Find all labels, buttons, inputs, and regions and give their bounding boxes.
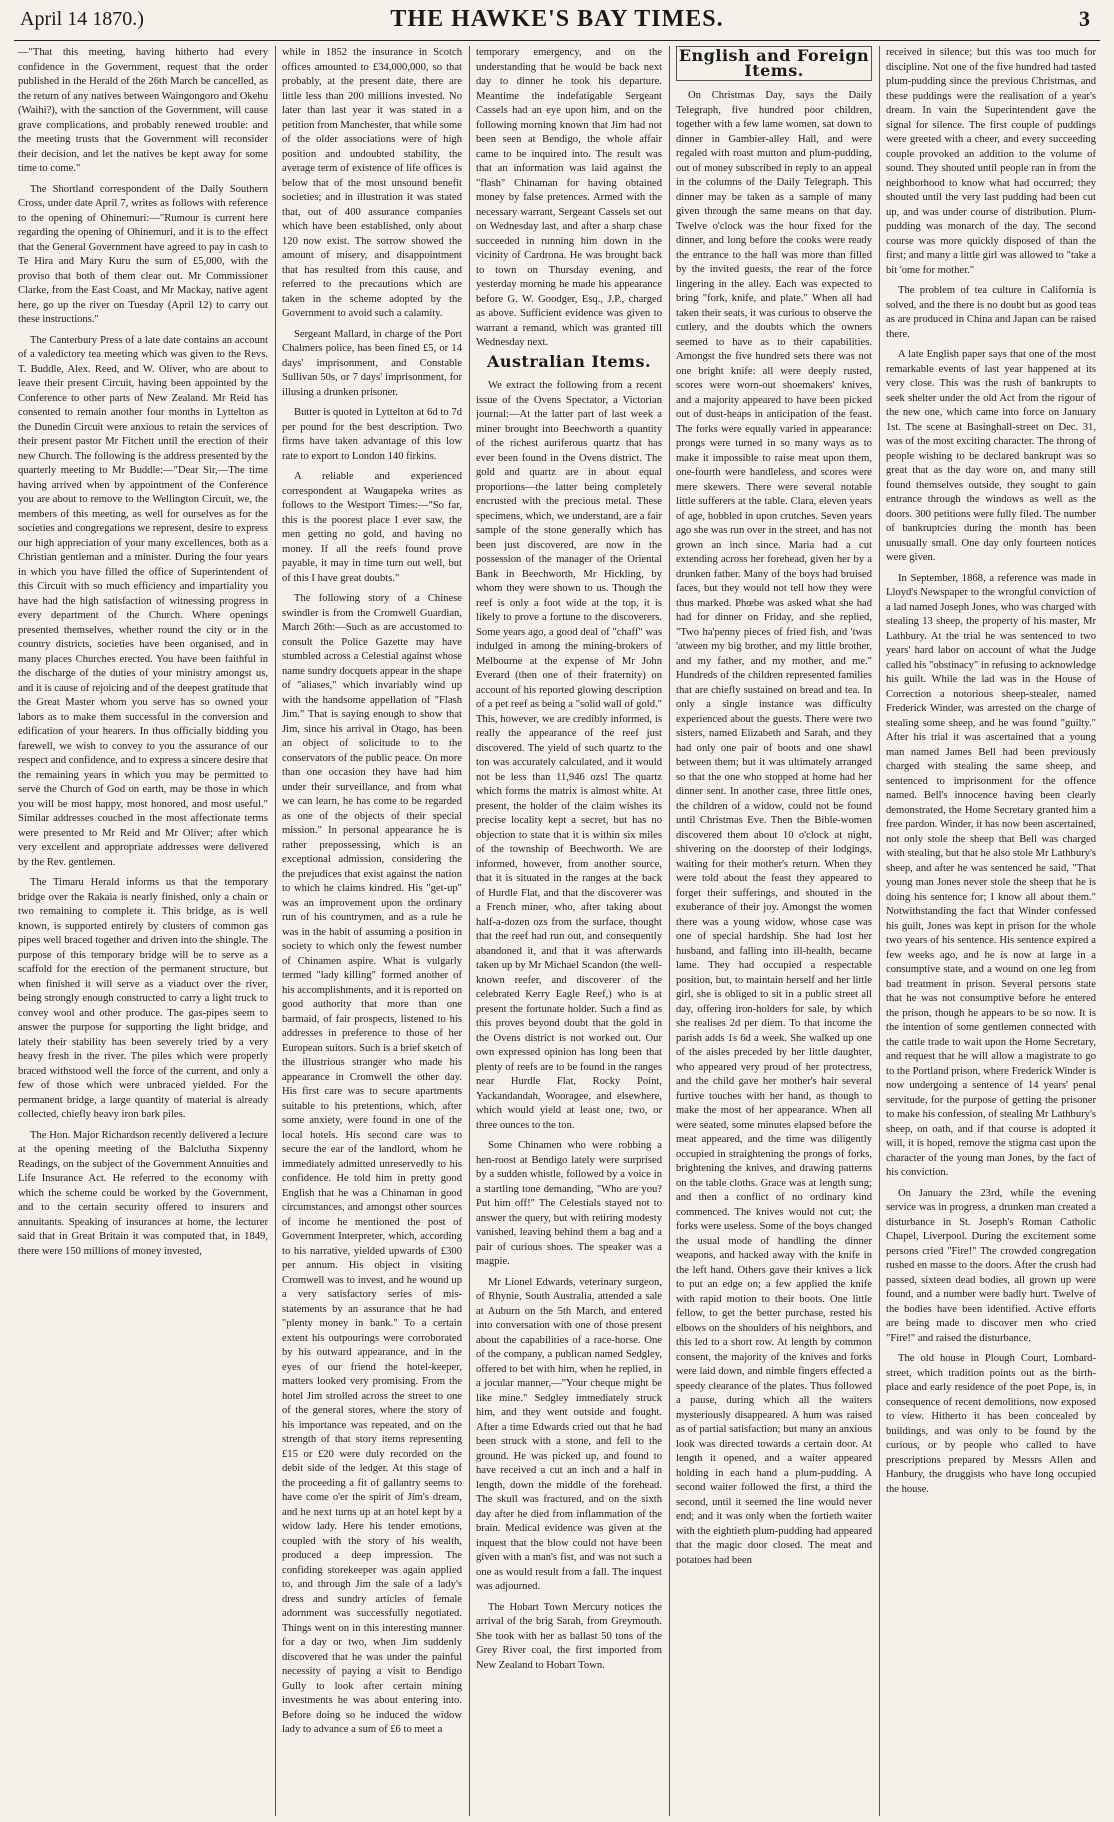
article-paragraph: The Hobart Town Mercury notices the arrival of the brig Sarah, from Greymouth. She took with her as ballast 50 tons of the Grey River coal, the first imported from New Zealand to Hobart Town. [476, 1601, 662, 1671]
article-paragraph: The old house in Plough Court, Lombard-street, which tradition points out as the birth-place and early residence of the poet Pope, is, in consequence of recent demolitions, now exposed to view. Hitherto it has been concealed by buildings, and was only to be found by the curious, or by people who called to have prescriptions prepared by Messrs Allen and Hanbury, the druggists who have long occupied the house. [886, 1353, 1096, 1495]
column-divider [669, 46, 670, 1816]
newspaper-title: THE HAWKE'S BAY TIMES. [390, 6, 724, 32]
article-paragraph: A reliable and experienced correspondent at Waugapeka writes as follows to the Westport Times:—"So far, this is the poorest place I ever saw, the men getting no gold, and having no money. If all the reefs found prove payable, it may in time turn out well, but of this I have great doubts." [282, 471, 462, 584]
article-paragraph: On Christmas Day, says the Daily Telegraph, five hundred poor children, together with a few lame women, sat down to dinner in Gambier-alley Hall, and were regaled with roast mutton and plum-pudding, out of money subscribed in reply to an appeal in the columns of the Daily Telegraph. This dinner may be taken as a sample of many given through the same means on that day. Twelve o'clock was the hour fixed for the dinner, and long before the cooks were ready the entrance to the hall was more than filled by the invited guests, the rear of the force lingering in the alley. Each was expected to bring "fork, knife, and plate." When all had taken their seats, it was curious to observe the cutlery, and the doubts which the owners seemed to have as to their capabilities. Amongst the five hundred sets there was not one bright knife: all were deeply rusted, scores were worn-out shoemakers' knives, and a majority appeared to have been picked out of dust-heaps in anticipation of the feast. The forks were equally varied in appearance: prongs were turned in so many ways as to make it impossible to raise meat upon them, one-fourth were handleless, and scores were mere skewers. There were several notable little sufferers at the table. Clara, eleven years of age, hobbled in upon crutches. Seven years ago she was run over in the street, and has not grown an inch since. Maria had a cut extending across her forehead, given her by a drunken father. Many of the boys had bruised faces, but they would not tell how they were thus marked. Phœbe was asked what she had had for dinner on Friday, and she replied, "Two ha'penny pieces of fried fish, and 'twas 'atween my big brother, and my little brother, and my father, and my mother, and me." Hundreds of the children represented families that are chiefly sustained on bread and tea. In only a single instance was difficulty experienced about the guests. There were two sisters, named Elizabeth and Sarah, and they had only one pair of boots and one shawl between them; but it was ultimately arranged so that the one who stopped at home had her dinner sent. In another case, three little ones, the children of a widow, could not be found until Christmas Eve. Then the Bible-women discovered them about 10 o'clock at night, shivering on the doorstep of their lodgings, waiting for their mother's return. When they were told about the feast they appeared to forget their sufferings, and shouted in the exuberance of their joy. Amongst the women there was a young widow, whose case was one of special hardship. She had lost her husband, and falling into ill-health, became lame. They had occupied a respectable position, but, to maintain herself and her little girl, she is obliged to sit in a public street all day, offering iron-holders for sale, by which she realises 2d per diem. To that income the parish adds 1s 6d a week. She walked up one of the aisles preceded by her little daughter, who appeared very proud of her protectress, and the child gave her mother's hair several furtive touches with her hand, as though to make the most of her appearance. When all were seated, some minutes elapsed before the meat appeared, and the time was diligently occupied in straightening the prongs of forks, brightening the knives, and drawing patterns on the table cloths. Grace was at length sung; and then a conflict of no ordinary kind commenced. The knives would not cut; the forks were useless. Some of the boys changed the usual mode of handling the dinner weapons, and hacked away with the knife in the left hand. Others gave their knives a lick to put an edge on; a few applied the knife with rapid motion to their boots. One little fellow, to get the better purchase, rested his elbows on the shoulders of his neighbors, and this led to a short row. At length by common consent, the majority of the knives and forks were laid down, and nimble fingers effected a speedy clearance of the plates. Thus followed a pause, during which all the waiters mysteriously disappeared. A hum was raised as of partial satisfaction; but many an anxious look was directed towards a certain door. At length it opened, and a waiter appeared holding in each hand a plum-pudding. A second waiter followed the first, a third the second, until it seemed the line would never end; and it was only when the fortieth waiter with the eightieth plum-pudding had appeared that the magic door closed. The meat and potatoes had been [676, 90, 872, 1566]
article-paragraph: Sergeant Mallard, in charge of the Port Chalmers police, has been fined £5, or 14 days' imprisonment, and Constable Sullivan 50s, or 7 days' imprisonment, for illusing a drunken prisoner. [282, 328, 462, 398]
column-divider [879, 46, 880, 1816]
article-paragraph: A late English paper says that one of the most remarkable events of last year happened at its very close. This was the rush of bankrupts to seek shelter under the old Act from the rigour of the new one, which came into force on January 1st. The scene at Basinghall-street on Dec. 31, was of the most exciting character. The throng of people wishing to be declared bankrupt was so great that as the day wore on, and many still found themselves outside, they sought to gain entrance through the windows as well as the doors. 300 petitions were fully filed. The number of bankruptcies during the month has been unusually small. One day only fourteen notices were given. [886, 349, 1096, 563]
article-paragraph: We extract the following from a recent issue of the Ovens Spectator, a Victorian journal:—At the latter part of last week a miner brought into Beechworth a quantity of the richest auriferous quartz that has ever been found in the Ovens district. The gold and quartz are in about equal proportions—the latter being completely encrusted with the precious metal. These specimens, which, we understand, are a fair sample of the stone generally which has been just discovered, are now in the possession of the manager of the Oriental Bank in Beechworth, Mr Hickling, by whom they were shown to us. Though the reef is only a foot wide at the top, it is likely to prove a fortune to the discoverers. Some years ago, a good deal of "chaff" was indulged in among the mining-brokers of Melbourne at the expense of Mr John Everard (then one of their fraternity) on account of his reported glowing description of a pet reef as being a "solid wall of gold." This, however, we are credibly informed, is really the appearance of the reef just discovered. The yield of such quartz to the ton was accurately calculated, and it would not be less than 11,946 ozs! The quartz which forms the matrix is almost white. At present, the holder of the claim wishes its precise locality kept a secret, but has no objection to state that it is within six miles of the township of Beechworth. We are informed, however, from another source, that it is situated in the ranges at the back of Hurdle Flat, and that the discoverer was a French miner, who, after taking about half-a-dozen ozs from the surface, thought that the reef had run out, and consequently abandoned it, and that it was afterwards taken up by Mr Michael Scandon (the well-known reefer, and discoverer of the celebrated Kerry Eagle Reef,) who is at present the fortunate holder. Such a find as this proves beyond doubt that the gold in the Ovens district is not worked out. Our own expressed opinion has long been that plenty of reefs are to be found in the ranges near Hurdle Flat, Rocky Point, Yackandandah, Wooragee, and elsewhere, which would yield at least one, two, or three ounces to the ton. [476, 380, 662, 1131]
column-2 [282, 46, 462, 1816]
article-paragraph: The Hon. Major Richardson recently delivered a lecture at the opening meeting of the Balclutha Sixpenny Readings, on the subject of the Government Annuities and Life Insurance Act. He referred to the economy with which the scheme could be worked by the Government, and to the certain security offered to insurers and annuitants. Speaking of insurances at home, the lecturer said that in Great Britain it was computed that, in 1849, there were 150 millions of money invested, [18, 1129, 268, 1257]
article-paragraph: On January the 23rd, while the evening service was in progress, a drunken man created a disturbance in St. Joseph's Roman Catholic Chapel, Liverpool. During the excitement some persons cried "Fire!" The crowded congregation rushed en masse to the doors. After the crush had passed, sixteen dead bodies, all grown up were found, and a number were badly hurt. Twelve of the bodies have been identified. Active efforts are being made to discover men who cried "Fire!" and raised the disturbance. [886, 1187, 1096, 1344]
issue-date: April 14 1870.) [20, 8, 144, 30]
column-divider [469, 46, 470, 1816]
article-paragraph: Mr Lionel Edwards, veterinary surgeon, of Rhynie, South Australia, attended a sale at Auburn on the 5th March, and entered into conversation with one of those present about the capabilities of a race-horse. One of the company, a publican named Sedgley, offered to bet with him, when he replied, in a jocular manner,—"Your cheque might be like mine." Sedgley immediately struck him, and they went outside and fought. After a time Edwards cried out that he had been struck with a stone, and fell to the ground. He was picked up, and found to have received a cut an inch and a half in length, down the middle of the forehead. The skull was fractured, and on the sixth day after he died from inflammation of the brain. Medical evidence was given at the inquest that the blow could not have been given with a man's fist, and was not such a one as would result from a fall. The inquest was adjourned. [476, 1276, 662, 1592]
section-heading-english-foreign-items: English and Foreign Items. [676, 46, 872, 81]
article-paragraph: The problem of tea culture in California is solved, and the there is no doubt but as good teas as are produced in China and Japan can be raised there. [886, 285, 1096, 340]
article-paragraph: received in silence; but this was too much for discipline. Not one of the five hundred had tasted plum-pudding since the previous Christmas, and these puddings were the realisation of a year's dream. In vain the Superintendent gave the signal for silence. The first couple of puddings were greeted with a cheer, and every succeeding couple provoked an addition to the volume of sound. They shouted until people ran in from the neighborhood to know what had occurred; they shouted until the very last pudding had been cut up, and was under course of distribution. Plum-pudding was monarch of the day. The second course was more quickly disposed of than the first; and many a little girl was allowed to "take a bit 'ome for mother." [886, 47, 1096, 276]
column-3 [476, 46, 662, 1816]
article-paragraph: —"That this meeting, having hitherto had every confidence in the Government, request that the order published in the Herald of the 26th March be cancelled, as the return of any natives between Waingongoro and Okehu (Waihi?), with the sanction of the Government, will cause grave complications, and probably renewed trouble: and the meeting trusts that the Government will reconsider their decision, and let the natives be kept away for some time to come." [18, 47, 268, 174]
article-paragraph: while in 1852 the insurance in Scotch offices amounted to £34,000,000, so that probably, at the present date, there are little less than 200 millions invested. No later than last year it was stated in a petition from Manchester, that while some of the older associations were of high position and undoubted stability, the average term of existence of life offices is below that of the most unsound benefit societies; and in illustration it was stated that, out of 400 assurance companies which have been established, only about 120 now exist. The sorrow showed the amount of misery, and disappointment that has resulted from this cause, and referred to the precautions which are taken in the scheme adopted by the Government to avoid such a calamity. [282, 47, 462, 319]
article-paragraph: The Canterbury Press of a late date contains an account of a valedictory tea meeting which was given to the Revs. T. Buddle, Alex. Reed, and W. Oliver, who are about to leave their present Circuit, having been appointed by the Conference to other parts of New Zealand. Mr Reid has consented to remain another four months in Lyttelton as the Dunedin Circuit were anxious to retain the services of their present pastor Mr Fitchett until the erection of their new Church. The following is the address presented by the quarterly meeting to Mr Buddle:—"Dear Sir,—The time having arrived when by appointment of the Conference you are about to remove to the Wellington Circuit, we, the members of this meeting, as well for ourselves as for the societies and congregations we represent, desire to express our high appreciation of your many excellences, both as a Christian gentleman and a minister. During the four years in which you have filled the office of Superintendent of this Circuit with so much efficiency and impartiality you have had the high satisfaction of witnessing progress in every department of the Church. Where openings presented themselves, whether round the city or in the country districts, societies have been organised, and in many places Churches erected. You have been faithful in the discharge of the duties of your ministry amongst us, and it is cause of rejoicing and of the deepest gratitude that the Great Master whom you serve has so owned your labors as to make them successful in the conversion and edification of your hearers. In thus officially bidding you farewell, we wish to convey to you the assurance of our respect and confidence, and to express a sincere desire that the remaining years in which you may be permitted to serve the Church of God on earth, may be those in which you will be most happy, most honored, and most useful." Similar addresses couched in the most affectionate terms were presented to Mr Reid and Mr Oliver; after which very excellent and appropriate addresses were delivered by the Rev. gentlemen. [18, 334, 268, 868]
masthead-rule [14, 40, 1100, 41]
section-heading-australian-items: Australian Items. [486, 351, 652, 371]
article-paragraph: temporary emergency, and on the understanding that he would be back next day to dinner he took his departure. Meantime the indefatigable Sergeant Cassels had an eye upon him, and on the following morning known that Jim had not been seen at Bendigo, the whole affair came to be inquired into. The result was that an information was laid against the "flash" Chinaman for having obtained money by false pretences. Armed with the necessary warrant, Sergeant Cassels set out on Wednesday last, and after a sharp chase succeeded in running him down in the vicinity of Cardrona. He was brought back to town on Thursday evening, and yesterday morning he made his appearance before G. W. Goodger, Esq., J.P., charged as above. Sufficient evidence was given to warrant a remand, which was granted till Wednesday next. [476, 47, 662, 348]
column-1 [18, 46, 268, 1816]
article-paragraph: The following story of a Chinese swindler is from the Cromwell Guardian, March 26th:—Such as are accustomed to consult the Police Gazette may have stumbled across a Celestial against whose name sundry docquets appear in the shape of "aliases," which invariably wind up with the handsome appellation of "Flash Jim." That is saying enough to show that Jim, since his arrival in Otago, has been an object of solicitude to to the conservators of the public peace. On more than one occasion they have had him under their surveillance, and from what we can learn, he has come to be regarded as one of the objects of their special mission." In personal appearance he is rather prepossessing, which is an exceptional admission, considering the the prejudices that exist against the nation to which he claims kindred. His "get-up" was an improvement upon the ordinary run of his countrymen, and as a rule he was in the habit of assuming a position in society to which only the fewest number of Chinamen aspire. What is vulgarly termed "lady killing" formed another of his accomplishments, and it is reported on good authority that more than one barmaid, of fair prospects, listened to his addresses in preference to those of her European suitors. Such is a brief sketch of the illustrious stranger who made his appearance in Cromwell the other day. His first care was to secure apartments suitable to his pretentions, which, after some anxiety, were found in one of the local hotels. His second care was to secure the ear of the landlord, whom he immediately admitted unreservedly to his confidence. He told him in pretty good English that he was a Chinaman in good circumstances, and amongst other sources of income he mentioned the post of Government Interpreter, which, according to his narrative, yielded upwards of £300 per annum. His object in visiting Cromwell was to invest, and he wound up a very satisfactory series of mis-statements by an assurance that he had "plenty money in bank." To a certain extent his outpourings were corroborated by his outward appearance, and in the eyes of our friend the hotel-keeper, matters looked very promising. From the hotel Jim strolled across the street to one of the general stores, where the story of his importance was repeated, and on the strength of that story items representing £15 or £20 were duly recorded on the debit side of the ledger. At this stage of the proceeding a fit of gallantry seems to have come o'er the spirit of Jim's dream, and he next turns up at an hotel kept by a widow lady. Here his tender emotions, coupled with the story of his wealth, produced a deep impression. The confiding storekeeper was again applied to, and through Jim the sale of a lady's dress and sundry articles of female adornment was successfully negotiated. Things went on in this interesting manner for a day or two, when Jim suddenly discovered that he was under the painful necessity of paying a visit to Bendigo Gully to look after certain mining investments he was about entering into. Before doing so he induced the widow lady to advance a sum of £6 to meet a [282, 593, 462, 1735]
column-divider [275, 46, 276, 1816]
masthead [0, 0, 1114, 42]
column-5 [886, 46, 1096, 1816]
page-number: 3 [1079, 6, 1090, 31]
article-paragraph: Butter is quoted in Lyttelton at 6d to 7d per pound for the best description. Two firms have taken advantage of this low rate to export to London 140 firkins. [282, 407, 462, 462]
article-paragraph: The Timaru Herald informs us that the temporary bridge over the Rakaia is nearly finished, only a chain or two remaining to complete it. This bridge, as is well known, is supported entirely by clusters of common gas pipes well braced together and driven into the shingle. The purpose of this temporary bridge will be to serve as a scaffold for the erection of the permanent structure, but when finished it will serve as a viaduct over the river, being strongly enough constructed to carry a light truck to convey wool and other produce. The gas-pipes seem to answer the purpose for supporting the light bridge, and lately their stability has been severely tried by a very heavy fresh in the river. The piles which were properly braced withstood well the force of the current, and only a few of those which were unbraced yielded. For the permanent bridge, a large quantity of material is already collected, chiefly heavy iron bark piles. [18, 877, 268, 1120]
article-paragraph: The Shortland correspondent of the Daily Southern Cross, under date April 7, writes as follows with reference to the opening of Ohinemuri:—"Rumour is current here regarding the opening of Ohinemuri, and it is to the effect that the General Government have agreed to pay in cash to Te Hira and Mary Kuru the sum of £5,000, with the proviso that both of them clear out. Mr Commissioner Clarke, from the East Coast, and Mr Mackay, native agent here, go up the river on Tuesday (April 12) to carry out these instructions." [18, 183, 268, 325]
column-4 [676, 46, 872, 1816]
article-paragraph: Some Chinamen who were robbing a hen-roost at Bendigo lately were surprised by a sudden whistle, followed by a voice in a startling tone demanding, "Who are you? Put him off!" The Celestials stayed not to answer the query, but with retiring modesty vanished, leaving behind them a bag and a pair of curious shoes. The speaker was a magpie. [476, 1140, 662, 1267]
article-paragraph: In September, 1868, a reference was made in Lloyd's Newspaper to the wrongful conviction of a lad named Joseph Jones, who was charged with stealing 13 sheep, the property of his master, Mr Lathbury. At the trial he was sentenced to two years' hard labor on account of what the Judge called his "obstinacy" in refusing to acknowledge his guilt. While the lad was in the House of Correction a notorious sheep-stealer, named Frederick Winder, was arrested on the charge of stealing some sheep, and he was found "guilty." After his trial it was ascertained that a young man named James Bell had been previously charged with stealing the same sheep, and sentenced to imprisonment for the offence named. Bell's innocence having been clearly demonstrated, the Home Secretary granted him a free pardon. Winder, it has now been ascertained, not only stole the sheep that Bell was charged with stealing, but that he also stole Mr Lathbury's sheep, and after he was sentenced he said, "That young man Jones never stole the sheep that he is doing his sentence for; I know all about them." Notwithstanding the fact that Winder confessed his guilt, Jones was kept in prison for the whole two years of his sentence. His sentence expired a few weeks ago, and he is now at large in a consumptive state, and a wound on one leg from bad treatment in prison. Several persons state that he was not consumptive before he entered the prison, though he appears to be so now. It is the intention of some gentlemen connected with the cattle trade to wait upon the Home Secretary, and request that he will allow a magistrate to go to the Portland prison, where Frederick Winder is now undergoing a sentence of 14 years' penal servitude, for the purpose of getting the prisoner to make his confession, of stealing Mr Lathbury's sheep, on oath, and if that course is adopted it will, it is hoped, remove the stigma cast upon the character of the young man Jones, by the fact of his conviction. [886, 572, 1096, 1178]
